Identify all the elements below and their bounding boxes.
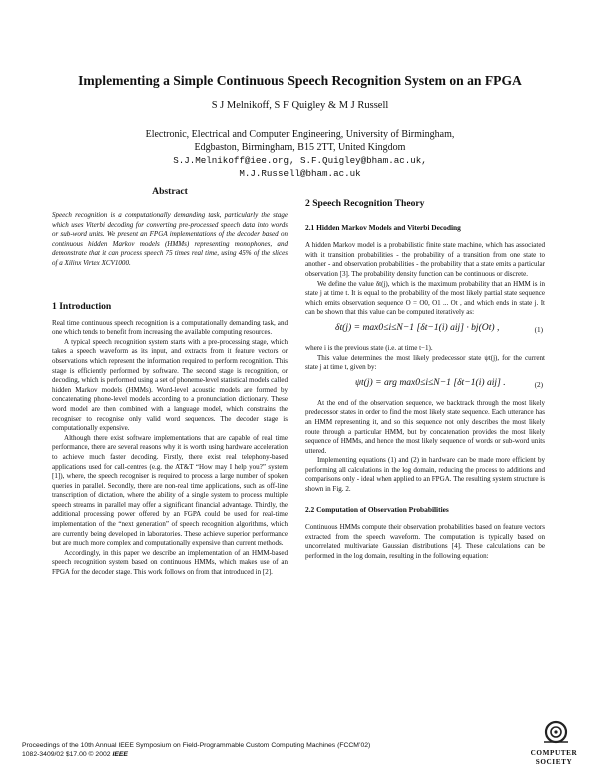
paragraph: A typical speech recognition system starts with a pre-processing stage, which takes a speech waveform as its input, and extracts from it feature vectors or observations which represent the information required to perform recognition. This stage is efficiently performed by software. The second stage is recognition, or decoding, which is performed using a set of phoneme-level statistical models called hidden Markov models (HMMs). Word-level acoustic models are formed by concatenating phone-level models according to a pronunciation dictionary. These word model are then combined with a language model, which constrains the recogniser to recognise only valid word sequences. The decoder stage is computationally expensive. [52,337,289,433]
abstract-text: Speech recognition is a computationally demanding task, particularly the stage which uses Viterbi decoding for converting pre-processed speech data into words or sub-word units. We present an FPGA implementations of the decoder based on continuous hidden Markov models (HMMs) representing monophones, and demonstrate that it can process speech 75 times real time, using 45% of the slices of a Xilinx Virtex XCV1000. [52,211,288,267]
paragraph: where i is the previous state (i.e. at time t−1). [305,343,433,352]
subsection-heading: 2.2 Computation of Observation Probabilities [305,504,449,514]
subsection-heading: 2.1 Hidden Markov Models and Viterbi Decoding [305,222,461,232]
paragraph: Although there exist software implementations that are capable of real time performance, there are several reasons why it is worth using hardware acceleration to achieve much faster decoding. Firstly, there exist real telephony-based applications used for call-centres (e.g. the AT&T “How may I help you?” system [1]), where, the speech recogniser is required to process a large number of spoken queries in parallel. Secondly, there are non-real time applications, such as off-line transcription of dictation, where the ability of a single system to process multiple speech streams in parallel may offer a significant financial advantage. Thirdly, the additional processing power offered by an FGPA could be used for real-time implementation of the “next generation” of speech recognition algorithms, which are currently being developed in laboratories. These achieve superior performance but are much more complex and computationally expensive than current methods. [52,433,288,548]
equation-number: (1) [534,325,543,334]
email-line: M.J.Russell@bham.ac.uk [239,168,361,179]
copyright-text: 1082-3409/02 $17.00 © 2002 [22,751,113,758]
affiliation-line: Edgbaston, Birmingham, B15 2TT, United Kingdom [194,142,406,153]
equation-number: (2) [534,380,543,389]
paragraph: Implementing equations (1) and (2) in hardware can be made more efficient by performing all calculations in the log domain, reducing the process to additions and comparisons only - ideal when applied to an FPGA. The resulting system structure is shown in Fig. 2. [305,456,545,494]
affiliation-block [0,128,600,180]
paragraph: At the end of the observation sequence, we backtrack through the most likely predecessor states in order to find the most likely state sequence. Each utterance has an HMM representing it, and so this sequence not only describes the most likely route through a particular HMM, but by concatenation provides the most likely sequence of HMMs, and hence the most likely sequence of words or sub-word units uttered. [305,398,545,455]
section-heading: 1 Introduction [52,301,112,312]
theory-section [305,199,545,562]
paragraph: A hidden Markov model is a probabilistic finite state machine, which has associated with it transition probabilities - the probability of a transition from one state to another - and observation probabilities - the probability that a state emits a particular observation [3]. The probability density function can be continuous or discrete. [305,241,545,278]
introduction-section [52,302,288,578]
computer-society-logo [520,718,580,768]
logo-emblem-icon [520,718,580,748]
logo-word: SOCIETY [535,758,573,766]
logo-word: COMPUTER [530,749,578,757]
paragraph: Real time continuous speech recognition is a computationally demanding task, and one which tends to benefit from increasing the available computing resources. [52,318,288,337]
paragraph: Accordingly, in this paper we describe an implementation of an HMM-based speech recognition system based on continuous HMMs, which makes use of an FPGA for the decoder stage. This work follows on from that introduced in [2]. [52,548,288,577]
paragraph: Continuous HMMs compute their observation probabilities based on feature vectors extracted from the speech waveform. The computation is typically based on uncorrelated multivariate Gaussian distributions [4]. These calculations can be performed in the log domain, resulting in the following equation: [305,523,545,561]
paragraph: This value determines the most likely predecessor state ψt(j), for the current state j at time t, given by: [305,353,545,372]
page-footer [22,741,370,759]
email-line: S.J.Melnikoff@iee.org, S.F.Quigley@bham.ac.uk, [173,155,427,166]
proceedings-line: Proceedings of the 10th Annual IEEE Symposium on Field-Programmable Custom Computing Machines (FCCM’02) [22,742,371,749]
abstract-heading: Abstract [152,186,188,197]
equation-text: δt(j) = max0≤i≤N−1 [δt−1(i) aij] · bj(Ot) , [335,321,500,333]
equation-2 [305,373,545,399]
author-list: S J Melnikoff, S F Quigley & M J Russell [211,100,389,111]
equation-text: ψt(j) = arg max0≤i≤N−1 [δt−1(i) aij] . [355,376,506,388]
equation-1 [305,318,545,344]
ieee-mark: IEEE [112,751,128,758]
section-heading: 2 Speech Recognition Theory [305,198,425,209]
paper-title: Implementing a Simple Continuous Speech Recognition System on an FPGA [78,73,522,88]
affiliation-line: Electronic, Electrical and Computer Engineering, University of Birmingham, [145,129,455,140]
paragraph: We define the value δt(j), which is the maximum probability that an HMM is in state j at time t. It is equal to the probability of the most likely partial state sequence which emits observation sequence O = O0, O1 ... Ot , and which ends in state j. It can be shown that this value can be computed iteratively as: [305,279,545,317]
copyright-line [22,750,370,759]
